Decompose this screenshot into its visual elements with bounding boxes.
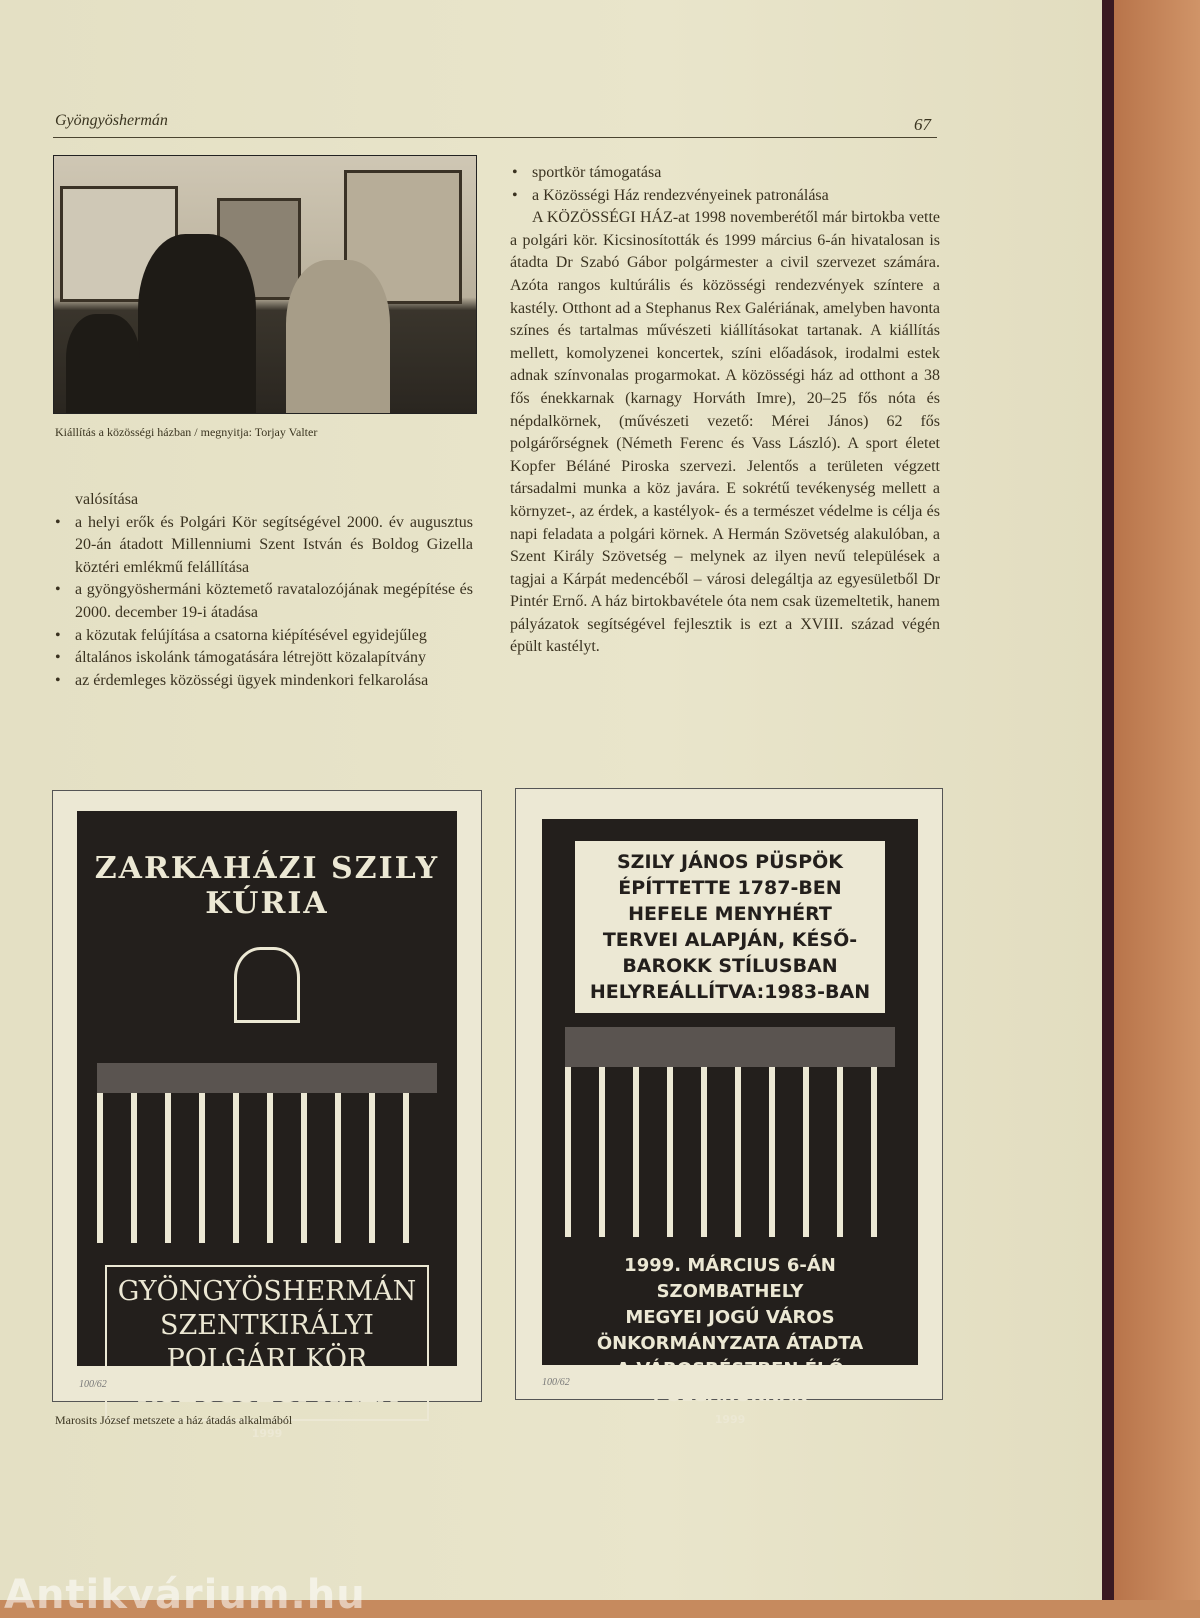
manor-house-drawing [97,1063,437,1243]
body-paragraph: A KÖZÖSSÉGI HÁZ-at 1998 novemberétől már birtokba vette a polgári kör. Kicsinosították és 1999 március 6-án hivatalosan is átadta Dr Szabó Gábor polgármester a civil szervezet számára. Azóta rangos kultúrális és közösségi rendezvények színtere a kastély. Otthont ad a Stephanus Rex Galériának, amelyben havonta színes és tartalmas művészeti kiállításokat tartanak. A kiállítás mellett, komolyzenei koncertek, színi előadások, irodalmi estek adnak színvonalas progarmokat. A közösségi ház ad otthont a 38 fős énekkarnak (karnagy Horváth Imre), 20–25 fős nóta és népdalkörnek, (művészeti vezető: Mérei János) 62 fős polgárőrségnek (Németh Ferenc és Vass László). A sport életet Kopfer Béláné Piroska szervezi. Jelentős a területen végzett társadalmi munka a köz javára. E sokrétű tevékenység mellett a környzet-, az érdek, a kastélyok- és a természet védelme is célja és napi feladata a polgári körnek. A Hermán Szövetség alakulóban, a Szent Király Szövetség – melynek az ilyen nevű települések a tagjai a Kárpát medencéből – városi delegáltja az egyesületből Dr Pintér Ernő. A ház birtokbavétele óta nem csak üzemeltetik, hanem pályázatok segítségével fejlesztik is ezt a XVIII. század végén épült kastélyt. [510,209,940,656]
engraving-title: ZARKAHÁZI SZILY KÚRIA [94,851,440,921]
running-title: Gyöngyöshermán [55,112,168,129]
edition-number: 100/62 [542,1377,570,1388]
inscription-line: POLGÁRI KÖR [166,1344,368,1375]
list-item-text: általános iskolánk támogatására létrejött közalapítvány [75,649,426,667]
speaker-person [138,234,256,414]
engraving-inscription [105,1265,429,1421]
continuation-text: valósítása [75,491,139,508]
book-edge [1102,0,1114,1600]
list-item-text: a Közösségi Ház rendezvényeinek patronálása [532,186,829,204]
inscription-line: KÖZÖSSÉGI HÁZA [136,1378,398,1409]
year-mark: 1999 [251,1427,283,1440]
exhibition-photo [53,155,477,414]
edition-number: 100/62 [79,1379,107,1390]
list-item: • a közutak felújítása a csatorna kiépítésével egyidejűleg [55,626,427,644]
year-mark: 1999 [714,1413,746,1426]
inscription-line: POLGÁROKNAK [652,1385,808,1406]
inscription-line: ÖNKORMÁNYZATA ÁTADTA [596,1333,864,1354]
inscription-line: HEFELE MENYHÉRT [628,903,832,925]
header-rule [53,137,937,138]
list-item-text: sportkör támogatása [532,164,662,181]
list-item: • az érdemleges közösségi ügyek mindenkori felkarolása [55,671,429,689]
inscription-line: BAROKK STÍLUSBAN [622,955,838,977]
inscription-line: SZENTKIRÁLYI [160,1310,374,1341]
left-column [53,489,473,692]
portrait-medallion [234,947,300,1023]
inscription-line: MEGYEI JOGÚ VÁROS [625,1307,835,1328]
list-item-text: a közutak felújítása a csatorna kiépítésével egyidejűleg [75,626,427,644]
inscription-line: SZOMBATHELY [656,1281,804,1302]
inscription-line: GYÖNGYÖSHERMÁN [117,1276,417,1307]
manor-house-drawing [565,1027,895,1237]
list-item-text: az érdemleges közösségi ügyek mindenkori felkarolása [75,671,429,689]
background-surface [1114,0,1200,1600]
engraving-top-inscription [575,841,885,1013]
inscription-line: SZILY JÁNOS PÜSPÖK [616,851,843,873]
right-column [510,162,940,659]
list-item: • a Közösségi Ház rendezvényeinek patronálása [512,186,829,204]
list-item-text: a gyöngyöshermáni köztemető ravatalozójának megépítése és 2000. december 19-i átadása [75,581,473,621]
watermark: Antikvárium.hu [4,1572,366,1618]
seated-person [66,314,140,414]
list-item: • a gyöngyöshermáni köztemető ravatalozójának megépítése és 2000. december 19-i átadása [55,581,473,621]
list-item: • általános iskolánk támogatására létrejött közalapítvány [55,649,426,667]
engraving-right [515,788,943,1426]
engraving-bottom-inscription [542,1253,918,1409]
list-item-text: a helyi erők és Polgári Kör segítségével 2000. év augusztus 20-án átadott Millenniumi Szent István és Boldog Gizella köztéri emlékmű felállítása [75,513,473,576]
list-item: • a helyi erők és Polgári Kör segítségével 2000. év augusztus 20-án átadott Millenniumi Szent István és Boldog Gizella köztéri emlékmű felállítása [55,513,473,576]
inscription-line: HELYREÁLLÍTVA:1983-BAN [589,981,871,1003]
inscription-line: ÉPÍTTETTE 1787-BEN [618,877,842,899]
inscription-line: A VÁROSRÉSZBEN ÉLŐ [616,1359,844,1380]
inscription-line: 1999. MÁRCIUS 6-ÁN [624,1255,836,1276]
page-number: 67 [914,115,931,134]
list-item: • sportkör támogatása [512,164,662,181]
photo-caption: Kiállítás a közösségi házban / megnyitja: Torjay Valter [55,425,318,439]
engraving-caption: Marosits József metszete a ház átadás alkalmából [55,1413,293,1427]
inscription-line: TERVEI ALAPJÁN, KÉSŐ- [602,929,858,951]
seated-person [286,260,390,414]
